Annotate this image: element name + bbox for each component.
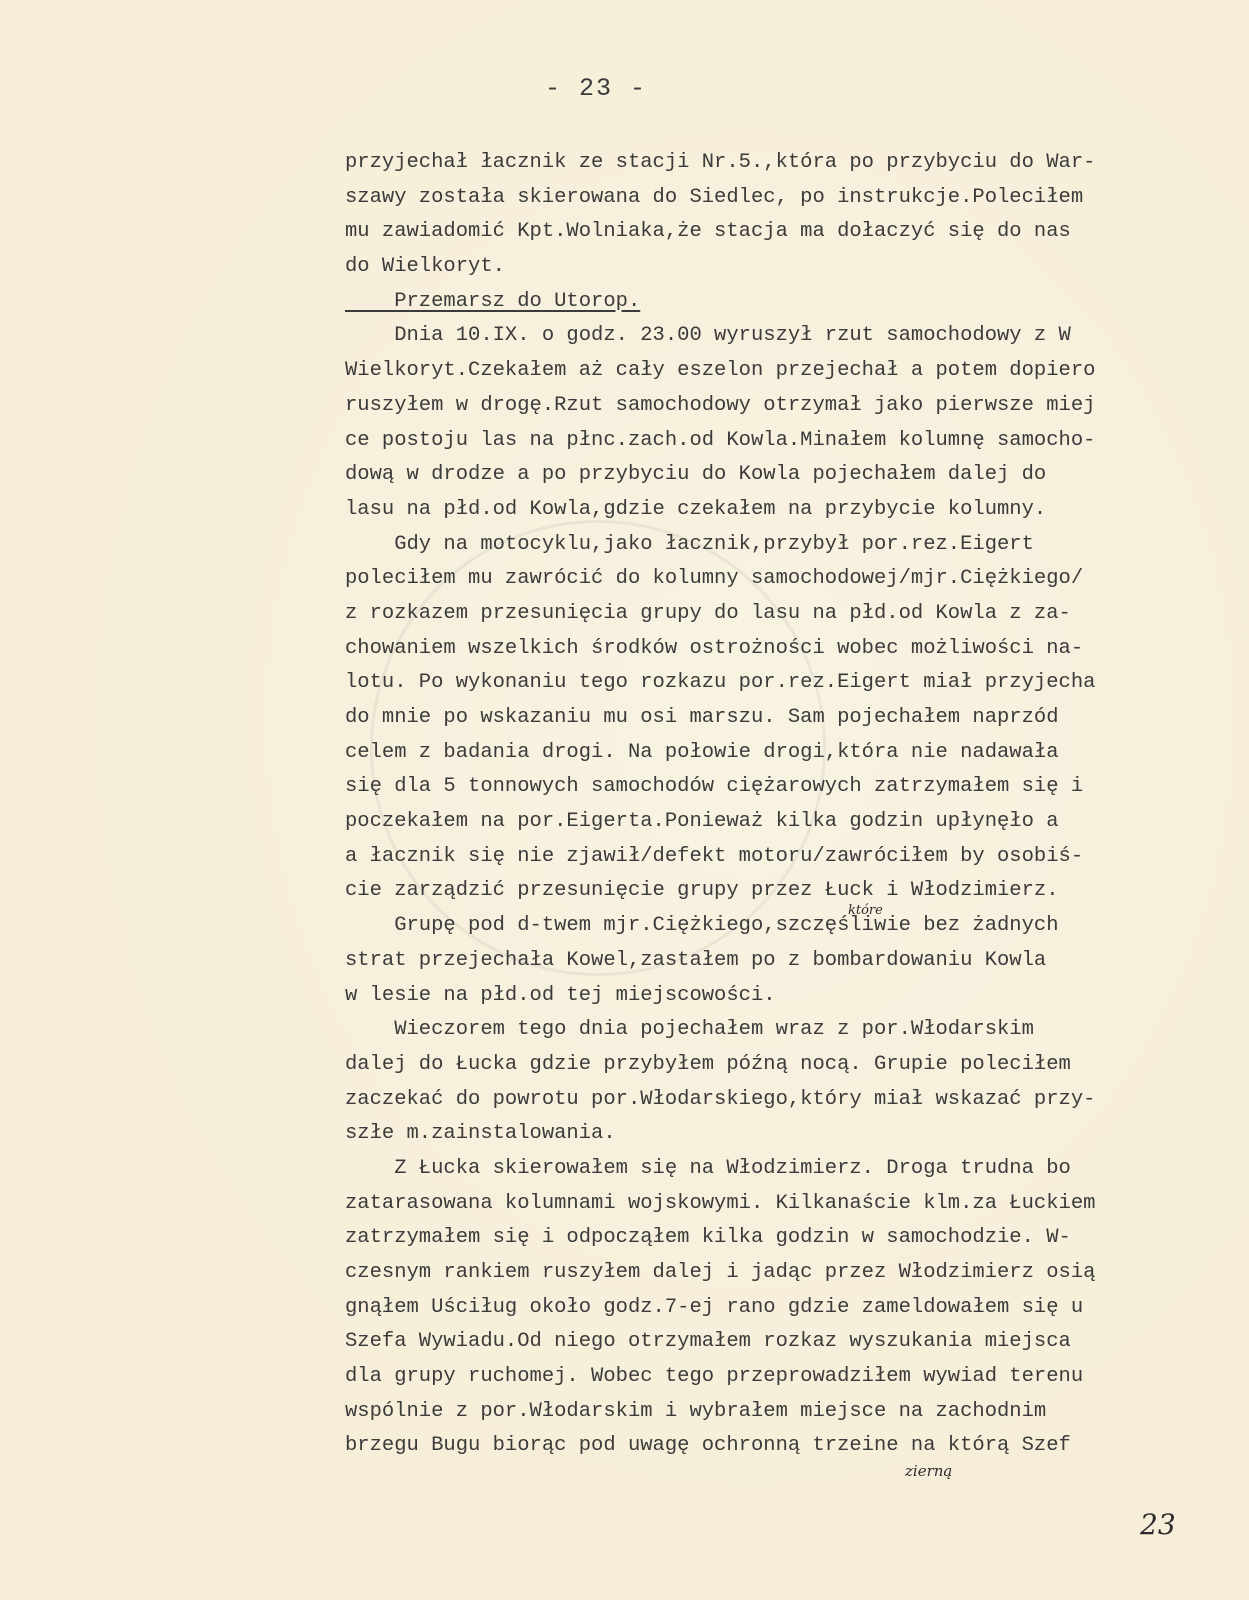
page-number-top: - 23 - [545, 74, 648, 103]
text-line: dalej do Łucka gdzie przybyłem późną nocą. Grupie poleciłem [345, 1052, 1071, 1076]
text-line: gnąłem Uściług około godz.7-ej rano gdzie zameldowałem się u [345, 1295, 1084, 1319]
text-line: lasu na płd.od Kowla,gdzie czekałem na przybycie kolumny. [345, 497, 1047, 521]
text-line: ce postoju las na płnc.zach.od Kowla.Minałem kolumnę samocho- [345, 428, 1096, 452]
text-line: Wieczorem tego dnia pojechałem wraz z por.Włodarskim [345, 1018, 1034, 1042]
text-line: szawy została skierowana do Siedlec, po instrukcje.Poleciłem [345, 185, 1084, 209]
text-line: dla grupy ruchomej. Wobec tego przeprowadziłem wywiad terenu [345, 1365, 1084, 1389]
text-line: się dla 5 tonnowych samochodów ciężarowych zatrzymałem się i [345, 775, 1084, 799]
text-line: z rozkazem przesunięcia grupy do lasu na płd.od Kowla z za- [345, 601, 1071, 625]
handwritten-correction-zierna: zierną [905, 1462, 953, 1480]
handwritten-correction-ktore: które [848, 903, 883, 918]
section-heading: Przemarsz do Utorop. [345, 289, 641, 313]
text-line: lotu. Po wykonaniu tego rozkazu por.rez.Eigert miał przyjecha [345, 671, 1096, 695]
text-line: przyjechał łacznik ze stacji Nr.5.,która po przybyciu do War- [345, 151, 1096, 174]
text-line: Gdy na motocyklu,jako łacznik,przybył por.rez.Eigert [345, 532, 1034, 556]
text-line: Szefa Wywiadu.Od niego otrzymałem rozkaz wyszukania miejsca [345, 1330, 1071, 1354]
text-line: brzegu Bugu biorąc pod uwagę ochronną trzeine na którą Szef [345, 1434, 1071, 1458]
text-line: zatrzymałem się i odpocząłem kilka godzin w samochodzie. W- [345, 1226, 1071, 1250]
text-line: w lesie na płd.od tej miejscowości. [345, 983, 776, 1007]
typed-text-block [345, 146, 1225, 1464]
text-line: a łacznik się nie zjawił/defekt motoru/zawróciłem by osobiś- [345, 844, 1084, 868]
text-line: Dnia 10.IX. o godz. 23.00 wyruszył rzut samochodowy z W [345, 324, 1071, 348]
text-line: Wielkoryt.Czekałem aż cały eszelon przejechał a potem dopiero [345, 359, 1096, 383]
text-line: strat przejechała Kowel,zastałem po z bombardowaniu Kowla [345, 948, 1047, 972]
text-line: wspólnie z por.Włodarskim i wybrałem miejsce na zachodnim [345, 1399, 1047, 1423]
text-line: mu zawiadomić Kpt.Wolniaka,że stacja ma dołaczyć się do nas [345, 220, 1071, 244]
text-line: chowaniem wszelkich środków ostrożności wobec możliwości na- [345, 636, 1084, 660]
text-line: Z Łucka skierowałem się na Włodzimierz. Droga trudna bo [345, 1156, 1071, 1180]
text-line: Grupę pod d-twem mjr.Ciężkiego,szczęśliwie bez żadnych [345, 914, 1059, 938]
text-line: celem z badania drogi. Na połowie drogi,która nie nadawała [345, 740, 1059, 764]
text-line: do mnie po wskazaniu mu osi marszu. Sam pojechałem naprzód [345, 706, 1059, 729]
text-line: do Wielkoryt. [345, 255, 505, 279]
text-line: zaczekać do powrotu por.Włodarskiego,który miał wskazać przy- [345, 1087, 1096, 1111]
text-line: szłe m.zainstalowania. [345, 1122, 616, 1146]
text-line: ruszyłem w drogę.Rzut samochodowy otrzymał jako pierwsze miej [345, 393, 1096, 417]
text-line: czesnym rankiem ruszyłem dalej i jadąc przez Włodzimierz osią [345, 1261, 1096, 1284]
text-line: poczekałem na por.Eigerta.Ponieważ kilka godzin upłynęło a [345, 810, 1059, 834]
text-line: dową w drodze a po przybyciu do Kowla pojechałem dalej do [345, 463, 1047, 487]
text-line: poleciłem mu zawrócić do kolumny samochodowej/mjr.Ciężkiego/ [345, 567, 1084, 591]
text-line: cie zarządzić przesunięcie grupy przez Łuck i Włodzimierz. [345, 879, 1059, 903]
page-number-bottom-handwritten: 23 [1140, 1508, 1176, 1541]
text-line: zatarasowana kolumnami wojskowymi. Kilkanaście klm.za Łuckiem [345, 1191, 1096, 1215]
